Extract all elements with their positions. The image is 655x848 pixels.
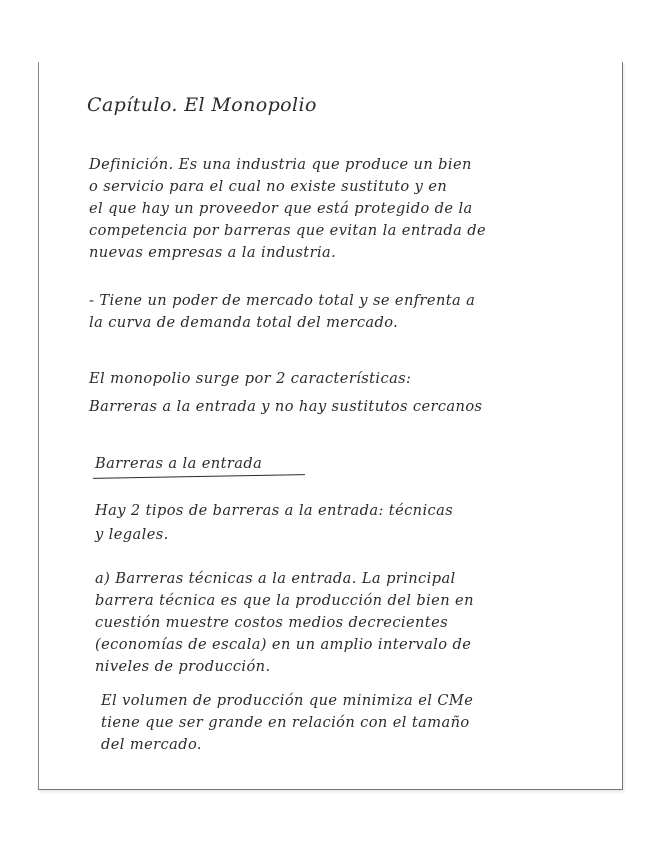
text-line: Hay 2 tipos de barreras a la entrada: técnicas (95, 502, 454, 519)
text-line: Definición. Es una industria que produce un bien (89, 156, 472, 173)
text-line: o servicio para el cual no existe sustituto y en (89, 178, 448, 195)
text-line: del mercado. (101, 736, 202, 753)
text-line: competencia por barreras que evitan la entrada de (89, 222, 487, 239)
notebook-page (38, 62, 623, 790)
text-line: nuevas empresas a la industria. (89, 244, 337, 261)
text-line: - Tiene un poder de mercado total y se enfrenta a (89, 292, 476, 309)
section-heading-underline (93, 474, 305, 479)
section-heading: Barreras a la entrada (95, 455, 263, 472)
text-line: tiene que ser grande en relación con el tamaño (101, 714, 470, 731)
text-line: a) Barreras técnicas a la entrada. La principal (95, 570, 456, 587)
text-line: y legales. (95, 526, 169, 543)
text-line: El volumen de producción que minimiza el CMe (101, 692, 474, 709)
text-line: niveles de producción. (95, 658, 271, 675)
text-line: el que hay un proveedor que está protegido de la (89, 200, 473, 217)
text-line: Barreras a la entrada y no hay sustitutos cercanos (89, 398, 483, 415)
text-line: (economías de escala) en un amplio intervalo de (95, 636, 472, 653)
text-line: cuestión muestre costos medios decrecientes (95, 614, 448, 631)
text-line: la curva de demanda total del mercado. (89, 314, 399, 331)
text-line: barrera técnica es que la producción del bien en (95, 592, 474, 609)
page-title: Capítulo. El Monopolio (87, 94, 317, 116)
text-line: El monopolio surge por 2 características: (89, 370, 412, 387)
